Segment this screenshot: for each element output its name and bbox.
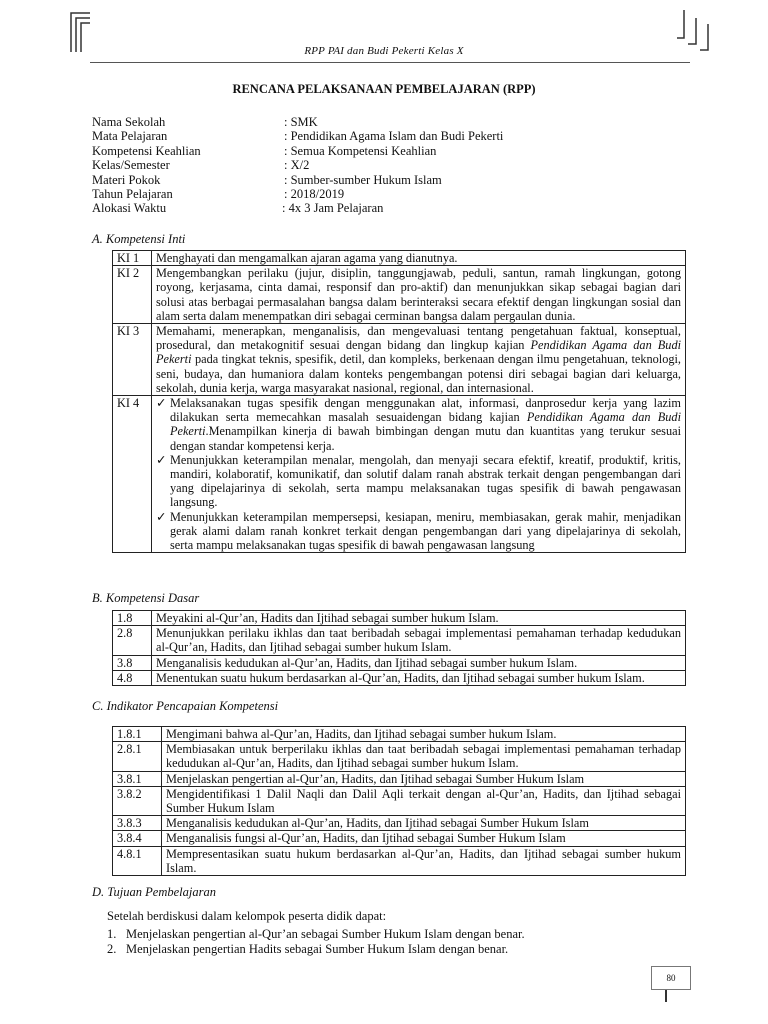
identity-block — [92, 115, 503, 216]
row-text: Membiasakan untuk berperilaku ikhlas dan taat beribadah sebagai implementasi pemahaman terhadap kedudukan al-Qur’an, Hadits, dan Ijtihad sebagai sumber hukum Islam. — [162, 742, 686, 771]
table-row — [113, 626, 686, 655]
header-rule — [90, 62, 690, 63]
text-segment: Memahami, menerapkan, menganalisis, dan mengevaluasi tentang pengetahuan faktual, konseptual, prosedural, dan metakognitif sesuai dengan bidang dan lingkup kajian — [156, 324, 681, 353]
table-row — [113, 670, 686, 685]
row-code: 3.8.4 — [113, 831, 162, 846]
identity-label: Mata Pelajaran — [92, 129, 168, 144]
row-code: 2.8.1 — [113, 742, 162, 771]
identity-value: : 4x 3 Jam Pelajaran — [282, 201, 384, 216]
kompetensi-inti-table — [112, 250, 686, 553]
row-code: 4.8.1 — [113, 846, 162, 875]
checkmark-icon: ✓ — [156, 396, 167, 411]
row-code: 3.8 — [113, 655, 152, 670]
table-row — [113, 266, 686, 324]
row-code: KI 2 — [113, 266, 152, 324]
text-segment: Melaksanakan tugas spesifik dengan menggunakan alat, informasi, danprosedur kerja yang lazim dilakukan serta memecahkan masalah sesuaidengan bidang kajian — [170, 396, 681, 425]
identity-row — [92, 129, 503, 143]
row-code: KI 3 — [113, 324, 152, 396]
identity-row — [92, 158, 503, 172]
table-row — [113, 611, 686, 626]
checklist-item — [156, 453, 681, 510]
identity-value: : Pendidikan Agama Islam dan Budi Pekerti — [284, 129, 504, 144]
list-text: Menjelaskan pengertian Hadits sebagai Sumber Hukum Islam dengan benar. — [126, 941, 509, 956]
row-text: Menghayati dan mengamalkan ajaran agama yang dianutnya. — [152, 251, 686, 266]
row-code: 1.8 — [113, 611, 152, 626]
row-text: Menunjukkan perilaku ikhlas dan taat beribadah sebagai implementasi pemahaman terhadap kedudukan al-Qur’an, Hadits, dan Ijtihad sebagai sumber hukum Islam. — [152, 626, 686, 655]
row-checklist — [152, 396, 686, 553]
row-text: Menganalisis fungsi al-Qur’an, Hadits, dan Ijtihad sebagai Sumber Hukum Islam — [162, 831, 686, 846]
list-item — [107, 942, 525, 957]
row-text — [152, 324, 686, 396]
table-row — [113, 816, 686, 831]
identity-row — [92, 115, 503, 129]
identity-label: Tahun Pelajaran — [92, 186, 173, 201]
text-segment: Menunjukkan keterampilan mempersepsi, kesiapan, meniru, membiasakan, gerak mahir, menjadikan gerak alami dalam ranah konkret terkait dengan pengembangan dari yang dipelajarinya di sekolah, serta mampu melaksanakan tugas spesifik di bawah pengawasan langsung — [170, 509, 681, 553]
row-code: 3.8.2 — [113, 786, 162, 815]
table-row — [113, 324, 686, 396]
identity-value: : SMK — [284, 115, 318, 129]
table-row — [113, 831, 686, 846]
identity-row — [92, 187, 503, 201]
row-text: Menjelaskan pengertian al-Qur’an, Hadits, dan Ijtihad sebagai Sumber Hukum Islam — [162, 771, 686, 786]
identity-label: Nama Sekolah — [92, 115, 166, 129]
running-header: RPP PAI dan Budi Pekerti Kelas X — [304, 45, 464, 57]
text-segment: .Menampilkan kinerja di bawah bimbingan dengan mutu dan kuantitas yang terukur sesuai dengan standar kompetensi kerja. — [170, 424, 681, 453]
table-row — [113, 771, 686, 786]
list-number: 1. — [107, 927, 117, 941]
text-italic-segment: Pendidikan Agama dan Budi Pekerti — [156, 338, 682, 367]
table-row — [113, 396, 686, 553]
tujuan-list — [107, 927, 525, 956]
row-text: Menentukan suatu hukum berdasarkan al-Qur’an, Hadits, dan Ijtihad sebagai sumber hukum Islam. — [152, 670, 686, 685]
table-row — [113, 846, 686, 875]
row-text: Meyakini al-Qur’an, Hadits dan Ijtihad sebagai sumber hukum Islam. — [152, 611, 686, 626]
row-code: 1.8.1 — [113, 727, 162, 742]
identity-label: Alokasi Waktu — [92, 201, 167, 216]
row-text: Mengimani bahwa al-Qur’an, Hadits, dan Ijtihad sebagai sumber hukum Islam. — [162, 727, 686, 742]
identity-label: Kelas/Semester — [92, 158, 170, 173]
section-heading-kompetensi-dasar: B. Kompetensi Dasar — [92, 591, 200, 605]
row-text: Menganalisis kedudukan al-Qur’an, Hadits, dan Ijtihad sebagai Sumber Hukum Islam — [162, 816, 686, 831]
text-segment: Menunjukkan keterampilan menalar, mengolah, dan menyaji secara efektif, kreatif, produktif, kritis, mandiri, kolaboratif, komunikatif, dan solutif dalam ranah abstrak terkait dengan pengembangan dari yang dipelajarinya di sekolah, serta mampu melaksanakan tugas spesifik di bawah pengawasan langsung. — [170, 452, 681, 510]
table-row — [113, 655, 686, 670]
table-row — [113, 786, 686, 815]
page-marker-bar — [665, 990, 667, 1002]
identity-row — [92, 201, 503, 215]
section-heading-tujuan: D. Tujuan Pembelajaran — [92, 885, 216, 899]
row-text: Mempresentasikan suatu hukum berdasarkan al-Qur’an, Hadits, dan Ijtihad sebagai sumber hukum Islam. — [162, 846, 686, 875]
list-text: Menjelaskan pengertian al-Qur’an sebagai Sumber Hukum Islam dengan benar. — [126, 927, 525, 941]
checkmark-icon: ✓ — [156, 452, 167, 467]
page-number: 80 — [651, 966, 691, 990]
document-title: RENCANA PELAKSANAAN PEMBELAJARAN (RPP) — [232, 82, 536, 96]
row-code: 3.8.1 — [113, 771, 162, 786]
checklist-item — [156, 510, 681, 553]
identity-row — [92, 173, 503, 187]
table-row — [113, 727, 686, 742]
checkmark-icon: ✓ — [156, 509, 167, 524]
list-number: 2. — [107, 941, 117, 956]
row-code: 2.8 — [113, 626, 152, 655]
checklist-item — [156, 396, 681, 453]
identity-value: : Semua Kompetensi Keahlian — [284, 143, 437, 158]
section-heading-indikator: C. Indikator Pencapaian Kompetensi — [92, 699, 279, 713]
table-row — [113, 251, 686, 266]
identity-value: : Sumber-sumber Hukum Islam — [284, 172, 442, 187]
text-segment: pada tingkat teknis, spesifik, detil, dan kompleks, berkenaan dengan ilmu pengetahuan, teknologi, seni, budaya, dan humaniora dalam konteks pengembangan potensi diri sebagai bagian dari keluarga, sekolah, dunia kerja, warga masyarakat nasional, regional, dan internasional. — [156, 352, 681, 395]
list-item — [107, 927, 525, 942]
indikator-table — [112, 726, 686, 876]
row-code: 3.8.3 — [113, 816, 162, 831]
row-code: KI 4 — [113, 396, 152, 553]
kompetensi-dasar-table — [112, 610, 686, 686]
tujuan-intro: Setelah berdiskusi dalam kelompok peserta didik dapat: — [107, 909, 387, 923]
row-code: 4.8 — [113, 670, 152, 685]
row-text: Mengembangkan perilaku (jujur, disiplin, tanggungjawab, peduli, santun, ramah lingkungan, gotong royong, kerjasama, cinta damai, responsif dan pro-aktif) dan menunjukkan sikap sebagai bagian dari solusi atas berbagai permasalahan bangsa dalam berinteraksi secara efektif dengan lingkungan sosial dan alam serta dalam menempatkan diri sebagai cerminan bangsa dalam pergaulan dunia. — [152, 266, 686, 324]
checklist — [156, 396, 681, 552]
text-italic-segment: Pendidikan Agama dan Budi Pekerti — [170, 410, 681, 439]
table-row — [113, 742, 686, 771]
identity-value: : 2018/2019 — [284, 186, 345, 201]
row-code: KI 1 — [113, 251, 152, 266]
row-text: Mengidentifikasi 1 Dalil Naqli dan Dalil Aqli terkait dengan al-Qur’an, Hadits, dan Ijtihad sebagai Sumber Hukum Islam — [162, 786, 686, 815]
identity-value: : X/2 — [284, 158, 310, 173]
identity-label: Kompetensi Keahlian — [92, 143, 201, 158]
identity-row — [92, 144, 503, 158]
row-text: Menganalisis kedudukan al-Qur’an, Hadits, dan Ijtihad sebagai sumber hukum Islam. — [152, 655, 686, 670]
section-heading-kompetensi-inti: A. Kompetensi Inti — [92, 232, 186, 246]
identity-label: Materi Pokok — [92, 172, 161, 187]
